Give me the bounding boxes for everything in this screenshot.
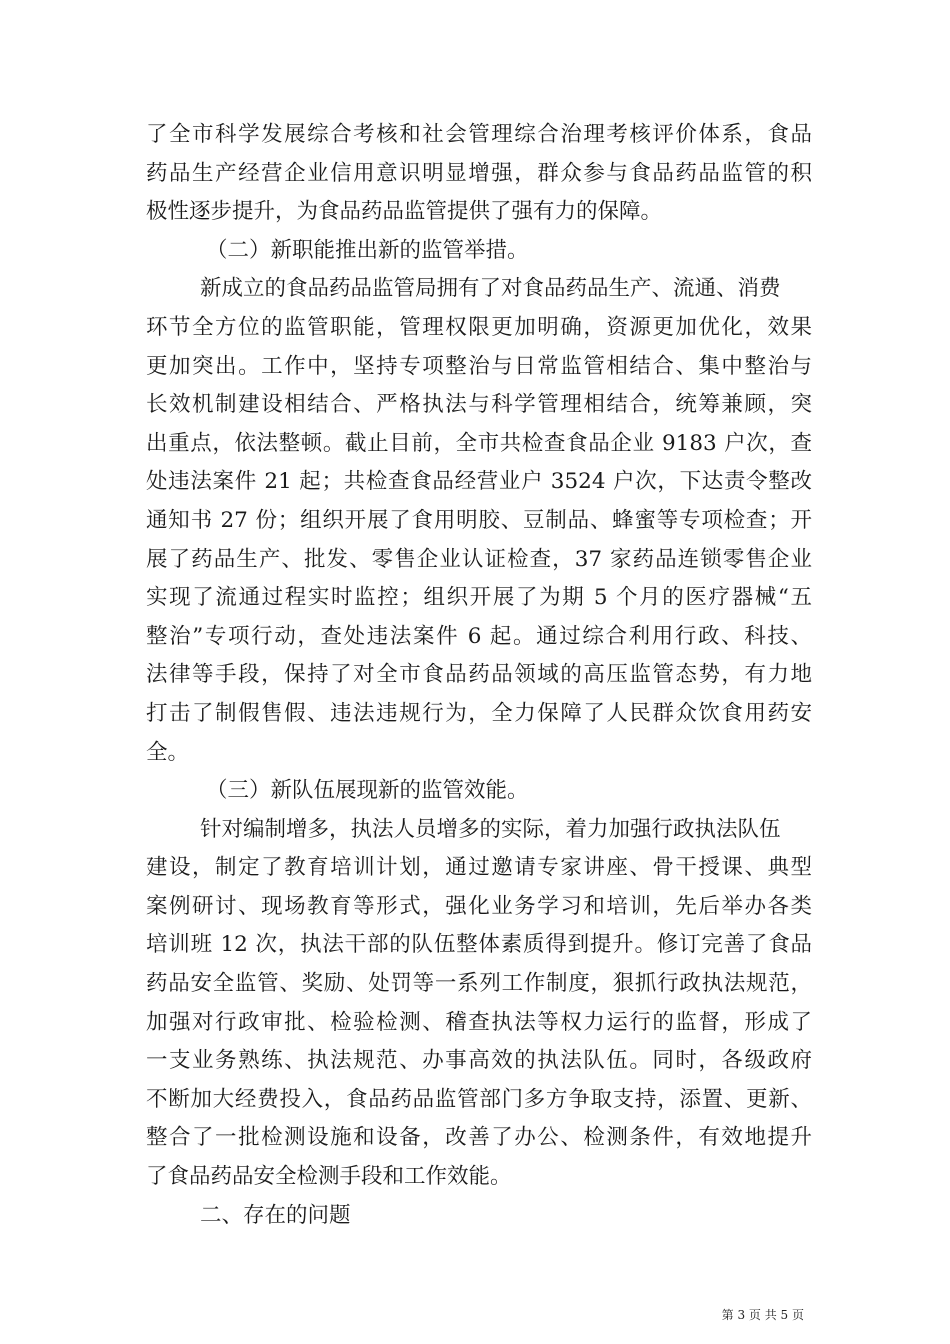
text-line: 二、存在的问题	[200, 1202, 351, 1228]
text-line: 不断加大经费投入，食品药品监管部门多方争取支持，添置、更新、	[146, 1086, 812, 1112]
text-line: 了全市科学发展综合考核和社会管理综合治理考核评价体系，食品	[146, 122, 812, 147]
text-line: 通知书 27 份；组织开展了食用明胶、豆制品、蜂蜜等专项检查；开	[146, 507, 812, 533]
text-line: 处违法案件 21 起；共检查食品经营业户 3524 户次，下达责令整改	[146, 469, 812, 495]
text-line: 了食品药品安全检测手段和工作效能。	[146, 1164, 512, 1190]
text-line: 案例研讨、现场教育等形式，强化业务学习和培训，先后举办各类	[146, 893, 812, 919]
text-line: 法律等手段，保持了对全市食品药品领域的高压监管态势，有力地	[146, 662, 812, 688]
section-heading: （三）新队伍展现新的监管效能。	[206, 778, 529, 804]
text-line: 一支业务熟练、执法规范、办事高效的执法队伍。同时，各级政府	[146, 1048, 812, 1074]
page-number-footer: 第 3 页 共 5 页	[721, 1308, 804, 1322]
text-line: 药品安全监管、奖励、处罚等一系列工作制度，狠抓行政执法规范，	[146, 971, 812, 997]
text-line: 整治”专项行动，查处违法案件 6 起。通过综合利用行政、科技、	[146, 623, 812, 649]
document-body	[146, 116, 812, 1235]
text-line: 全。	[146, 739, 190, 765]
text-line: 针对编制增多，执法人员增多的实际，着力加强行政执法队伍	[200, 816, 781, 842]
text-line: 加强对行政审批、检验检测、稽查执法等权力运行的监督，形成了	[146, 1009, 812, 1035]
text-line: 药品生产经营企业信用意识明显增强，群众参与食品药品监管的积	[146, 160, 812, 186]
text-line: 出重点，依法整顿。截止目前，全市共检查食品企业 9183 户次，查	[146, 430, 812, 456]
text-line: 极性逐步提升，为食品药品监管提供了强有力的保障。	[146, 199, 663, 225]
text-line: 新成立的食品药品监管局拥有了对食品药品生产、流通、消费	[200, 276, 781, 302]
text-line: 展了药品生产、批发、零售企业认证检查，37 家药品连锁零售企业	[146, 546, 812, 572]
text-line: 更加突出。工作中，坚持专项整治与日常监管相结合、集中整治与	[146, 353, 812, 379]
text-line: 培训班 12 次，执法干部的队伍整体素质得到提升。修订完善了食品	[146, 932, 812, 958]
section-heading: （二）新职能推出新的监管举措。	[206, 237, 529, 263]
text-line: 打击了制假售假、违法违规行为，全力保障了人民群众饮食用药安	[146, 700, 812, 726]
text-line: 实现了流通过程实时监控；组织开展了为期 5 个月的医疗器械“五	[146, 585, 812, 611]
text-line: 环节全方位的监管职能，管理权限更加明确，资源更加优化，效果	[146, 314, 812, 340]
text-line: 整合了一批检测设施和设备，改善了办公、检测条件，有效地提升	[146, 1125, 812, 1151]
text-line: 建设，制定了教育培训计划，通过邀请专家讲座、骨干授课、典型	[146, 855, 812, 881]
text-line: 长效机制建设相结合、严格执法与科学管理相结合，统筹兼顾，突	[146, 392, 812, 418]
